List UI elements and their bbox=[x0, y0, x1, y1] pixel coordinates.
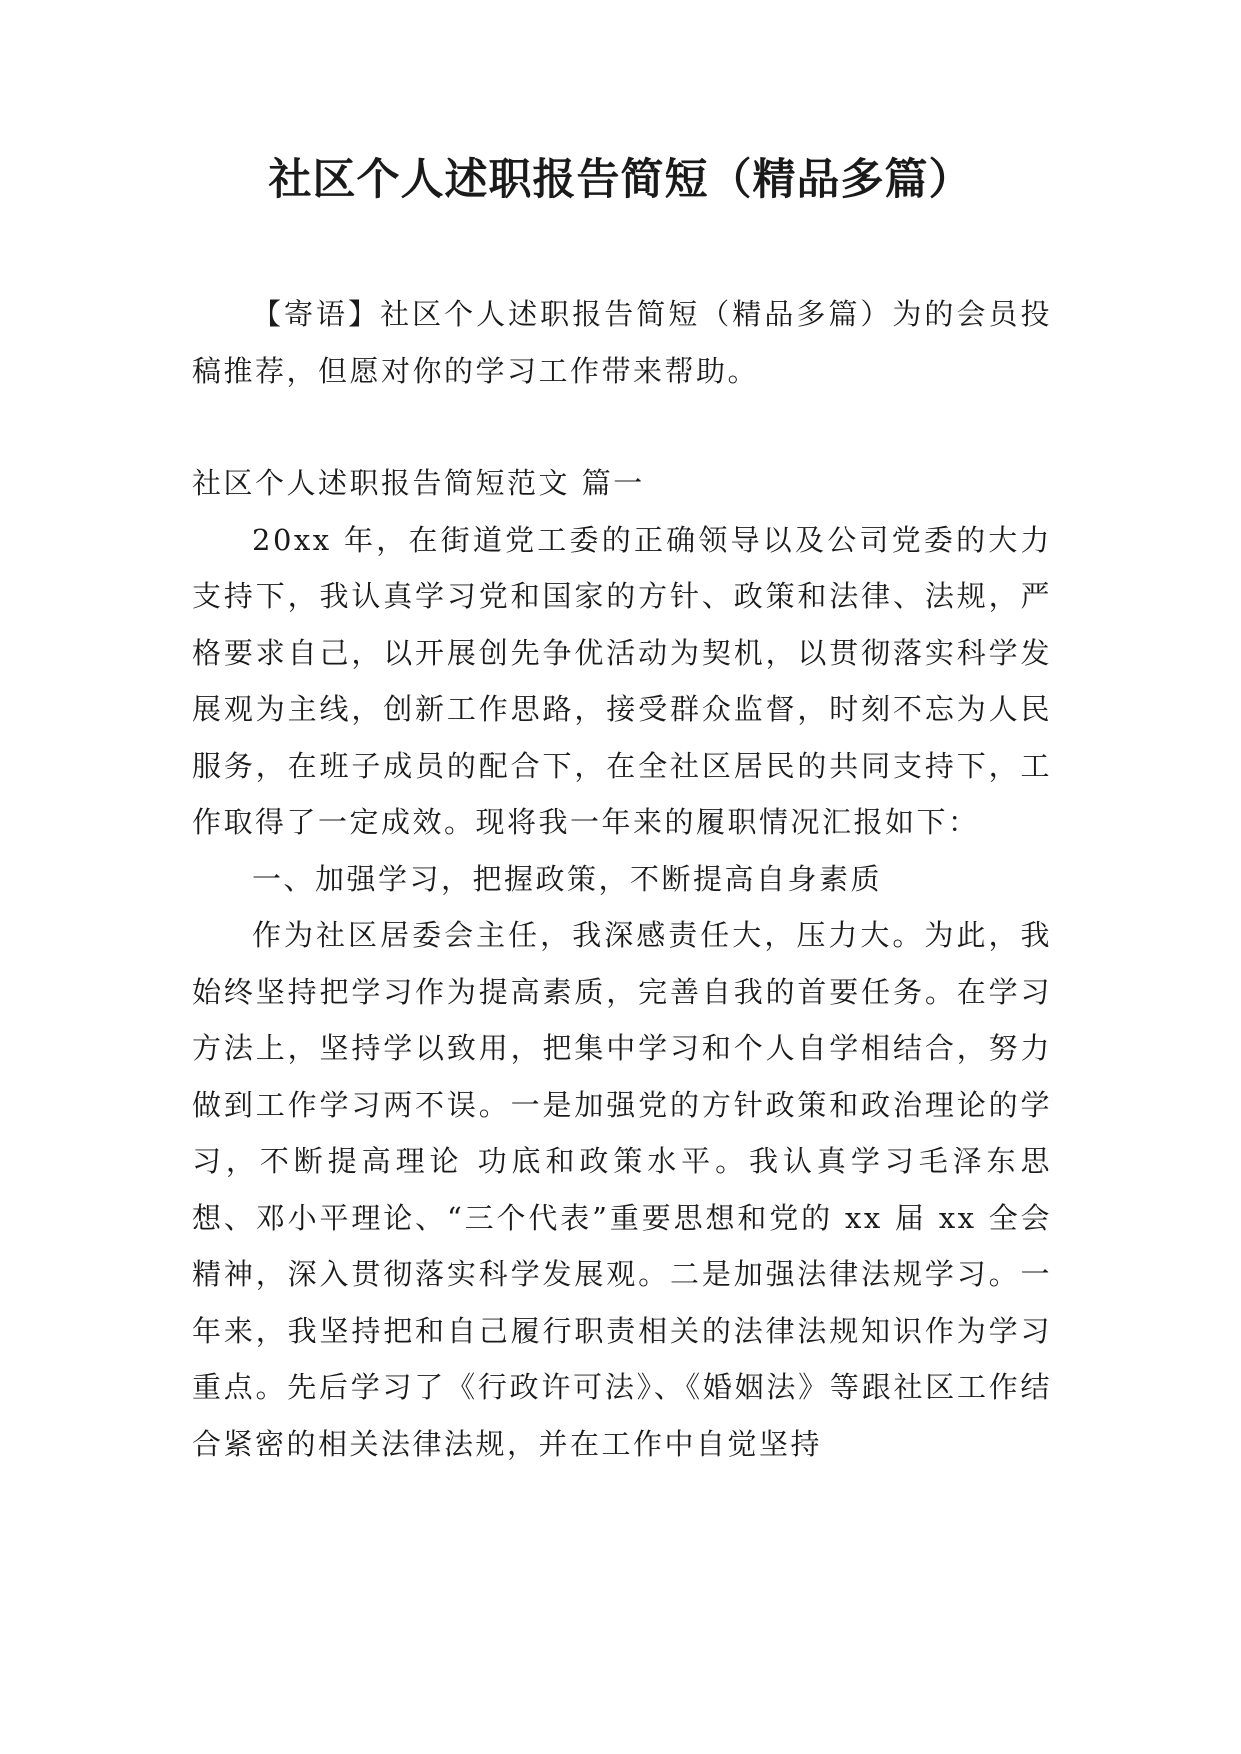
section-heading: 社区个人述职报告简短范文 篇一 bbox=[192, 466, 645, 500]
document-title: 社区个人述职报告简短（精品多篇） bbox=[268, 155, 973, 205]
paragraph-1: 20xx 年，在街道党工委的正确领导以及公司党委的大力支持下，我认真学习党和国家的方针、政策和法律、法规，严格要求自己，以开展创先争优活动为契机，以贯彻落实科学发展观为主线，创新工作思路，接受群众监督，时刻不忘为人民服务，在班子成员的配合下，在全社区居民的共同支持下，工作取得了一定成效。现将我一年来的履职情况汇报如下： bbox=[192, 522, 1052, 839]
preface-block bbox=[192, 286, 1052, 399]
preface-paragraph: 【寄语】社区个人述职报告简短（精品多篇）为的会员投稿推荐，但愿对你的学习工作带来帮助。 bbox=[192, 297, 1052, 388]
content-block bbox=[192, 455, 1052, 1472]
paragraph-2: 作为社区居委会主任，我深感责任大，压力大。为此，我始终坚持把学习作为提高素质，完善自我的首要任务。在学习方法上，坚持学以致用，把集中学习和个人自学相结合，努力做到工作学习两不误。一是加强党的方针政策和政治理论的学习，不断提高理论 功底和政策水平。我认真学习毛泽东思想、邓小平理论、“三个代表”重要思想和党的 xx 届 xx 全会精神，深入贯彻落实科学发展观。二是加强法律法规学习。一年来，我坚持把和自己履行职责相关的法律法规知识作为学习重点。先后学习了《行政许可法》、《婚姻法》等跟社区工作结合紧密的相关法律法规，并在工作中自觉坚持 bbox=[192, 918, 1052, 1461]
paragraph-heading-1: 一、加强学习，把握政策，不断提高自身素质 bbox=[252, 861, 883, 896]
